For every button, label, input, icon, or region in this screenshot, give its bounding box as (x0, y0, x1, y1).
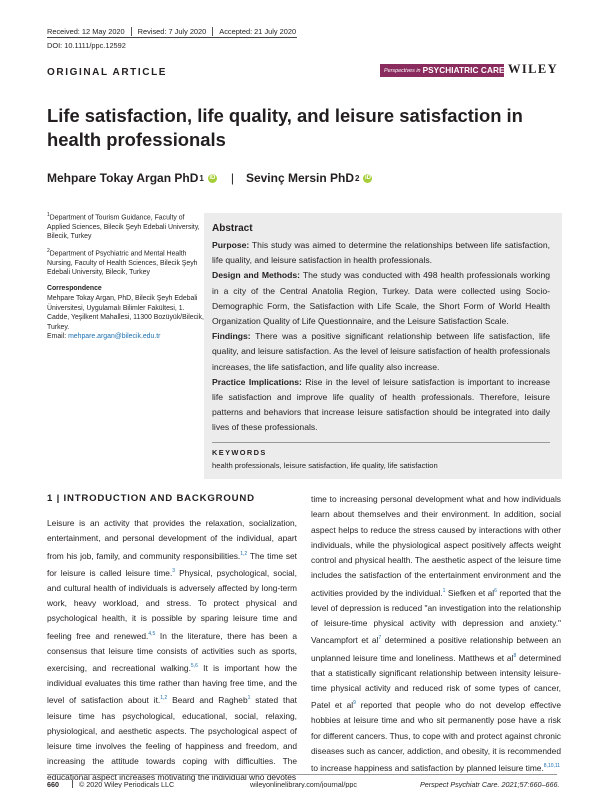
citation-link[interactable]: 3 (172, 567, 176, 574)
author-1-name[interactable]: Mehpare Tokay Argan PhD (47, 171, 199, 185)
citation-link[interactable]: 1 (247, 695, 251, 702)
citation-link[interactable]: 7 (378, 635, 382, 642)
author-2-affiliation-marker: 2 (355, 173, 360, 183)
publisher-logo[interactable]: WILEY (508, 62, 559, 76)
purpose-label: Purpose: (212, 240, 250, 250)
body-text: Leisure is an activity that provides the relaxation, socialization, entertainment, and personal development of the individual, apart from his job, family, and community responsibilities. (47, 518, 297, 561)
affiliation-2-text: Department of Psychiatric and Mental Health Nursing, Faculty of Health Sciences, Bilecik Şeyh Edebali University, Bilecik, Turkey (47, 250, 198, 277)
orcid-icon[interactable]: iD (364, 174, 371, 181)
footer-divider (47, 774, 557, 775)
abstract-body (212, 238, 550, 436)
affiliation-1-marker: 1 (47, 212, 50, 218)
body-column-left (47, 516, 297, 785)
body-text: stated that leisure time has psychological, educational, social, relaxing, physiological, and aesthetic aspects. The psychological aspect of leisure time involves the feeling of happiness and freedom, and increasing the attitude towards coping with difficulties. The educational aspect increases motivating the individual who devotes (47, 695, 298, 782)
keywords-heading: KEYWORDS (212, 448, 267, 457)
citation-link[interactable]: 1 (442, 587, 446, 594)
doi[interactable]: DOI: 10.1111/ppc.12592 (47, 41, 126, 50)
affiliation-2 (47, 247, 207, 278)
journal-logo-small: Perspectives in (384, 67, 421, 74)
design-text: The study was conducted with 498 health professionals working in a city of the Central Anatolia Region, Turkey. Data were collected using Socio-Demographic Form, the Satisfaction with Life Scale, the Short Form of World Health Organization Quality of Life Questionnaire, and the Leisure Satisfaction Scale. (212, 270, 550, 327)
citation-link[interactable]: 9 (353, 700, 356, 707)
author-separator: | (230, 171, 234, 185)
journal-logo[interactable] (380, 64, 504, 77)
article-type: ORIGINAL ARTICLE (47, 67, 168, 78)
correspondence-address: Mehpare Tokay Argan, PhD, Bilecik Şeyh Edebali Üniversitesi, Uygulamalı Bilimler Fakültesi, 1. Cadde, Yeşilkent Mahallesi, 11300 Bozüyük/Bilecik, Turkey. (47, 295, 204, 331)
citation-link[interactable]: 4,5 (148, 630, 156, 637)
findings-label: Findings: (212, 331, 251, 342)
affiliation-1-text: Department of Tourism Guidance, Faculty of Applied Sciences, Bilecik Şeyh Edebali University, Bilecik, Turkey (47, 214, 200, 241)
email-label: Email: (47, 333, 69, 341)
received-date: Received: 12 May 2020 (47, 27, 132, 36)
correspondence-heading: Correspondence (47, 285, 102, 292)
journal-url[interactable]: wileyonlinelibrary.com/journal/ppc (250, 780, 357, 788)
submission-dates (47, 27, 308, 36)
accepted-date: Accepted: 21 July 2020 (219, 27, 297, 36)
body-text: reported that the level of depression is reduced "an investigation into the relationship of leisure-time physical activity with depression and anxiety." Vancampfort et al (311, 587, 561, 646)
body-text: In the literature, there has been a consensus that leisure time consists of activities such as sports, exercising, and recreational walking. (47, 630, 297, 673)
body-text: Siefken et al (445, 587, 495, 598)
copyright: © 2020 Wiley Periodicals LLC (72, 780, 174, 788)
body-text: The time set for leisure is called leisure time. (47, 550, 297, 578)
correspondence-block (47, 294, 207, 342)
design-label: Design and Methods: (212, 270, 301, 281)
citation-link[interactable]: 1,2 (240, 550, 248, 557)
findings-text: There was a positive significant relationship between life satisfaction, life quality, and leisure satisfaction. As the level of leisure satisfaction of health professionals increases, the life satisfaction, and life quality also increase. (212, 331, 550, 372)
affiliation-2-marker: 2 (47, 248, 50, 254)
email-link[interactable]: mehpare.argan@bilecik.edu.tr (68, 333, 161, 341)
body-text: time to increasing personal development what and how individuals learn about themselves and their environment. In addition, social aspect helps to reduce the stress caused by interactions with other individuals, while the physiological aspect positively affects weight control and physical health. The aesthetic aspect of the leisure time includes the satisfaction of the entertainment environment and the activities provided by the individual. (311, 494, 561, 598)
citation-line: Perspect Psychiatr Care. 2021;57:660–666. (420, 780, 560, 788)
author-2-name[interactable]: Sevinç Mersin PhD (245, 171, 354, 185)
purpose-text: This study was aimed to determine the relationships between life satisfaction, life quality, and leisure satisfaction in health professionals. (212, 240, 550, 266)
revised-date: Revised: 7 July 2020 (138, 27, 214, 36)
citation-link[interactable]: 8 (513, 652, 517, 659)
header-divider (47, 37, 297, 38)
citation-link[interactable]: 8,10,11 (543, 763, 561, 770)
article-title: Life satisfaction, life quality, and leisure satisfaction in health professionals (47, 105, 523, 150)
journal-logo-big: PSYCHIATRIC CARE (422, 66, 505, 75)
keywords-list: health professionals, leisure satisfaction, life quality, life satisfaction (212, 461, 438, 470)
body-text: reported that people who do not develop effective hobbies at leisure time and who sit permanently pose have a risk for different cancers. Thus, to cope with and protect against chronic diseases such as cancer, addiction, and obesity, it is recommended to increase happiness and satisfaction by planned leisure time. (311, 700, 562, 774)
orcid-icon[interactable]: iD (209, 174, 216, 181)
abstract-heading: Abstract (212, 223, 253, 234)
section-heading: 1 | INTRODUCTION AND BACKGROUND (47, 493, 255, 504)
author-list (47, 171, 372, 185)
citation-link[interactable]: 5,6 (190, 663, 198, 670)
affiliation-1 (47, 211, 207, 242)
body-text: determined that a statistically significant relationship between intensity leisure-time physical activity and reduced risk of some types of cancer, Patel et al (311, 652, 561, 711)
citation-link[interactable]: 1,2 (160, 695, 168, 702)
keywords-divider (212, 442, 550, 443)
body-text: It is important how the individual evaluates this time rather than having free time, and the level of satisfaction about it. (47, 662, 297, 706)
practice-text: Rise in the level of leisure satisfaction is important to increase life satisfaction and improve life quality of health professionals. Therefore, leisure patterns and behaviors that increase leisure satisfaction should be integrated into daily lives of these professionals. (212, 376, 550, 433)
body-text: Beard and Ragheb (167, 695, 248, 706)
body-text: Physical, psychological, social, and cultural health of individuals is adversely affected by long-term work, heavy workload, and stress. To protect physical and psychological health, it is possible by sparing leisure time and feeling free and renewed. (47, 567, 297, 641)
citation-link[interactable]: 6 (494, 587, 497, 594)
author-1-affiliation-marker: 1 (199, 173, 204, 183)
body-text: determined a positive relationship between an unplanned leisure time and loneliness. Matthews et al (311, 635, 561, 663)
practice-label: Practice Implications: (212, 376, 302, 387)
page-number: 660 (47, 780, 59, 788)
body-column-right (311, 492, 561, 776)
